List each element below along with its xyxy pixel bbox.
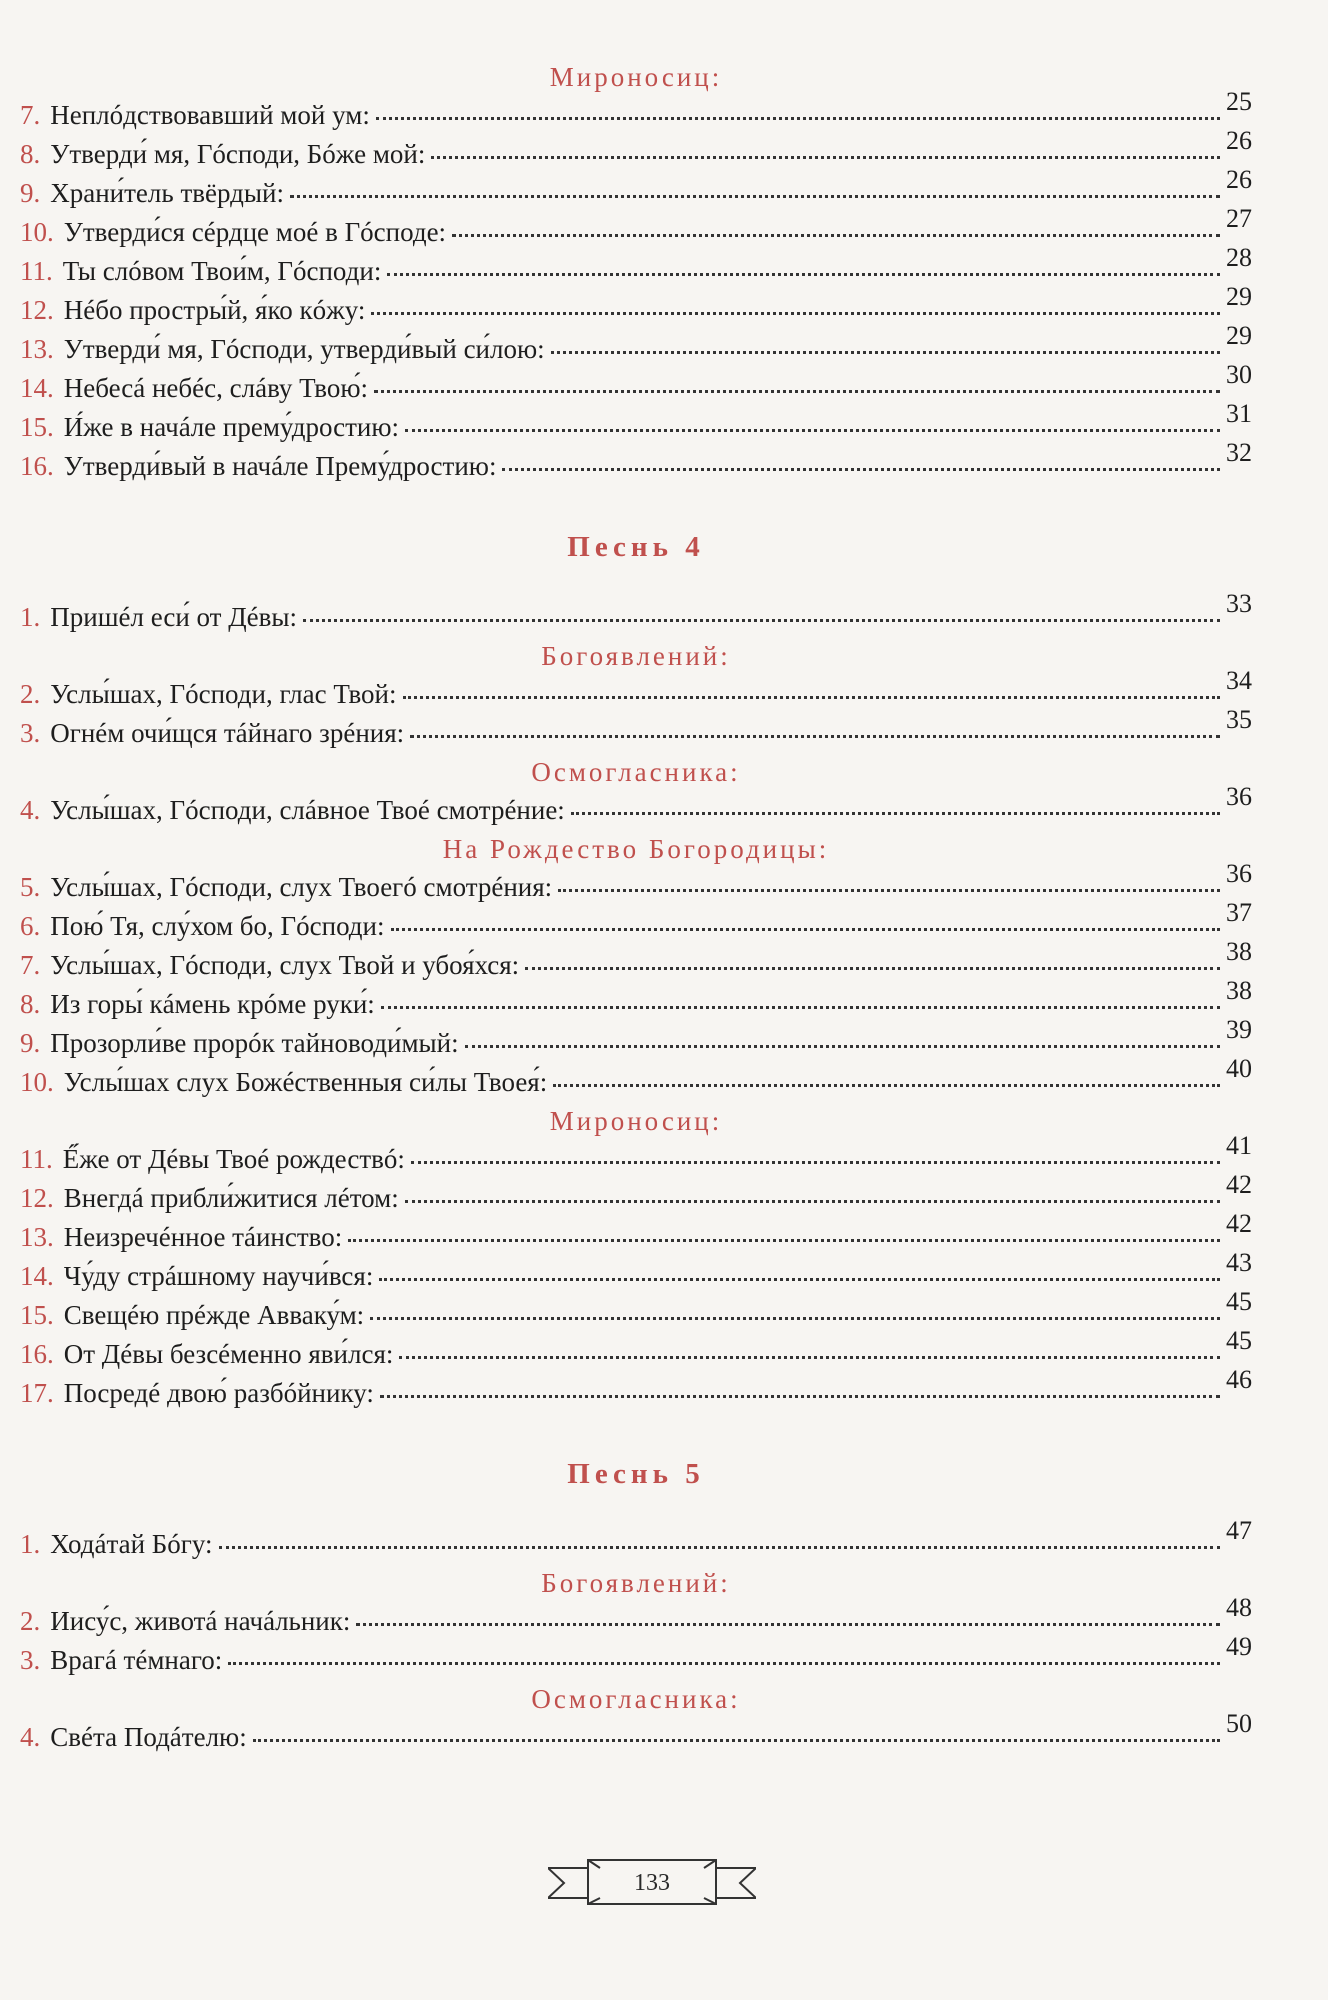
entry-title: Услы́шах, Гóсподи, глас Твой:: [50, 679, 397, 709]
entry-title: Услы́шах слух Божéственныя си́лы Твоея́:: [63, 1067, 548, 1097]
entry-page-number: 45: [1226, 1326, 1252, 1355]
entry-title: От Дéвы безсéменно яви́лся:: [63, 1339, 394, 1369]
dot-leader: [370, 1317, 1220, 1320]
entry-page-number: 47: [1226, 1516, 1252, 1545]
entry-page-number: 37: [1226, 898, 1252, 927]
entry-title: Посредé двою́ разбóйнику:: [63, 1378, 374, 1408]
dot-leader: [348, 1239, 1220, 1242]
entry-page-number: 48: [1226, 1593, 1252, 1622]
entry-title: Услы́шах, Гóсподи, слáвное Твоé смотрéние:: [50, 795, 565, 825]
toc-entry[interactable]: [20, 1593, 1252, 1641]
section-title: Песнь 4: [567, 531, 705, 563]
dot-leader: [303, 619, 1220, 622]
entry-title: Утверди́вый в начáле Прему́дростию:: [63, 451, 497, 481]
entry-page-number: 33: [1226, 589, 1252, 618]
entry-page-number: 43: [1226, 1248, 1252, 1277]
entry-page-number: 42: [1226, 1170, 1252, 1199]
toc-entry[interactable]: [20, 859, 1252, 907]
dot-leader: [405, 1200, 1220, 1203]
entry-number: 13.: [20, 1222, 54, 1252]
entry-number: 10.: [20, 1067, 54, 1097]
entry-number: 16.: [20, 1339, 54, 1369]
dot-leader: [290, 195, 1220, 198]
subsection-heading: Богоявлений:: [541, 1568, 731, 1598]
entry-number: 9.: [20, 178, 41, 208]
entry-title: Пою́ Тя, слу́хом бо, Гóсподи:: [50, 911, 385, 941]
toc-entry[interactable]: [20, 1170, 1252, 1218]
entry-number: 15.: [20, 1300, 54, 1330]
dot-leader: [376, 117, 1220, 120]
subsection-heading: Осмогласника:: [531, 1684, 741, 1714]
toc-entry[interactable]: [20, 1131, 1252, 1179]
entry-number: 4.: [20, 795, 41, 825]
toc-entry[interactable]: [20, 1709, 1252, 1757]
dot-leader: [525, 967, 1220, 970]
entry-page-number: 49: [1226, 1632, 1252, 1661]
entry-number: 7.: [20, 100, 41, 130]
entry-title: Пришéл еси́ от Дéвы:: [50, 602, 298, 632]
entry-page-number: 34: [1226, 666, 1252, 695]
entry-page-number: 31: [1226, 399, 1252, 428]
toc-entry[interactable]: [20, 1209, 1252, 1257]
dot-leader: [553, 1084, 1220, 1087]
dot-leader: [431, 156, 1220, 159]
dot-leader: [379, 1278, 1220, 1281]
toc-entry[interactable]: [20, 399, 1252, 447]
entry-page-number: 40: [1226, 1054, 1252, 1083]
toc-entry[interactable]: [20, 204, 1252, 252]
entry-number: 11.: [20, 256, 53, 286]
entry-title: Утверди́ся сéрдце моé в Гóсподе:: [63, 217, 447, 247]
dot-leader: [391, 928, 1221, 931]
entry-title: И́же в начáле прему́дростию:: [63, 412, 400, 442]
entry-number: 16.: [20, 451, 54, 481]
entry-title: Врагá тéмнаго:: [50, 1645, 223, 1675]
entry-number: 7.: [20, 950, 41, 980]
entry-page-number: 26: [1226, 126, 1252, 155]
dot-leader: [387, 273, 1220, 276]
entry-number: 12.: [20, 1183, 54, 1213]
toc-entry[interactable]: [20, 360, 1252, 408]
entry-title: Услы́шах, Гóсподи, слух Твоегó смотрéния:: [50, 872, 553, 902]
entry-page-number: 45: [1226, 1287, 1252, 1316]
dot-leader: [465, 1045, 1220, 1048]
entry-number: 4.: [20, 1722, 41, 1752]
toc-entry[interactable]: [20, 1365, 1252, 1413]
entry-number: 11.: [20, 1144, 53, 1174]
entry-number: 3.: [20, 718, 41, 748]
entry-page-number: 26: [1226, 165, 1252, 194]
entry-title: Иису́с, животá начáльник:: [50, 1606, 351, 1636]
entry-title: Небесá небéс, слáву Твою́:: [63, 373, 369, 403]
entry-title: Прозорли́ве прорóк тайноводи́мый:: [50, 1028, 459, 1058]
entry-page-number: 38: [1226, 937, 1252, 966]
entry-page-number: 46: [1226, 1365, 1252, 1394]
dot-leader: [405, 429, 1220, 432]
entry-title: Утверди́ мя, Гóсподи, утверди́вый си́лою:: [63, 334, 545, 364]
entry-number: 12.: [20, 295, 54, 325]
entry-number: 17.: [20, 1378, 54, 1408]
entry-title: Услы́шах, Гóсподи, слух Твой и убоя́хся:: [50, 950, 520, 980]
entry-title: Ходáтай Бóгу:: [50, 1529, 213, 1559]
entry-number: 2.: [20, 1606, 41, 1636]
toc-entry[interactable]: [20, 898, 1252, 946]
entry-number: 14.: [20, 373, 54, 403]
entry-title: Неплóдствовавший мой ум:: [50, 100, 370, 130]
toc-entry[interactable]: [20, 782, 1252, 830]
toc-entry[interactable]: [20, 1326, 1252, 1374]
entry-number: 15.: [20, 412, 54, 442]
entry-number: 6.: [20, 911, 41, 941]
entry-title: Чу́ду стрáшному научи́вся:: [63, 1261, 374, 1291]
entry-title: É́же от Дéвы Твоé рождествó:: [62, 1144, 405, 1174]
entry-page-number: 29: [1226, 282, 1252, 311]
dot-leader: [411, 1161, 1220, 1164]
subsection-heading: Мироносиц:: [549, 1106, 723, 1136]
entry-number: 1.: [20, 1529, 41, 1559]
dot-leader: [452, 234, 1220, 237]
toc-entry[interactable]: [20, 589, 1252, 637]
page-footer: [548, 1858, 756, 1908]
entry-page-number: 39: [1226, 1015, 1252, 1044]
entry-title: Нéбо простры́й, я́ко кóжу:: [63, 295, 366, 325]
dot-leader: [502, 468, 1220, 471]
toc-entry[interactable]: [20, 937, 1252, 985]
dot-leader: [558, 889, 1220, 892]
entry-page-number: 30: [1226, 360, 1252, 389]
entry-page-number: 32: [1226, 438, 1252, 467]
toc-entry[interactable]: [20, 1287, 1252, 1335]
entry-number: 8.: [20, 989, 41, 1019]
toc-entry[interactable]: [20, 165, 1252, 213]
toc-entry[interactable]: [20, 438, 1252, 486]
entry-number: 13.: [20, 334, 54, 364]
dot-leader: [410, 735, 1220, 738]
dot-leader: [356, 1623, 1220, 1626]
entry-title: Огнéм очи́щся тáйнаго зрéния:: [50, 718, 405, 748]
section-title: Песнь 5: [567, 1458, 705, 1490]
entry-number: 3.: [20, 1645, 41, 1675]
entry-page-number: 38: [1226, 976, 1252, 1005]
entry-page-number: 29: [1226, 321, 1252, 350]
toc-entry[interactable]: [20, 705, 1252, 753]
dot-leader: [374, 390, 1220, 393]
dot-leader: [371, 312, 1220, 315]
toc-entry[interactable]: [20, 87, 1252, 135]
toc-entry[interactable]: [20, 976, 1252, 1024]
toc-entry[interactable]: [20, 1248, 1252, 1296]
subsection-heading: На Рождество Богородицы:: [442, 834, 830, 864]
toc-entry[interactable]: [20, 282, 1252, 330]
entry-page-number: 35: [1226, 705, 1252, 734]
dot-leader: [219, 1546, 1220, 1549]
entry-number: 9.: [20, 1028, 41, 1058]
entry-number: 5.: [20, 872, 41, 902]
entry-title: Свéта Подáтелю:: [50, 1722, 247, 1752]
toc-entry[interactable]: [20, 1015, 1252, 1063]
toc-entry[interactable]: [20, 1516, 1252, 1564]
dot-leader: [551, 351, 1220, 354]
subsection-heading: Богоявлений:: [541, 641, 731, 671]
dot-leader: [399, 1356, 1220, 1359]
dot-leader: [380, 1395, 1220, 1398]
entry-number: 2.: [20, 679, 41, 709]
entry-number: 8.: [20, 139, 41, 169]
dot-leader: [571, 812, 1220, 815]
page-number: 133: [634, 1870, 670, 1896]
toc-entry[interactable]: [20, 1054, 1252, 1102]
entry-page-number: 36: [1226, 859, 1252, 888]
entry-page-number: 28: [1226, 243, 1252, 272]
toc-entry[interactable]: [20, 1632, 1252, 1680]
toc-entry[interactable]: [20, 243, 1252, 291]
entry-page-number: 27: [1226, 204, 1252, 233]
entry-page-number: 36: [1226, 782, 1252, 811]
table-of-contents: [20, 58, 1252, 1757]
entry-page-number: 42: [1226, 1209, 1252, 1238]
entry-page-number: 50: [1226, 1709, 1252, 1738]
entry-page-number: 41: [1226, 1131, 1252, 1160]
subsection-heading: Мироносиц:: [549, 62, 723, 92]
entry-page-number: 25: [1226, 87, 1252, 116]
toc-entry[interactable]: [20, 321, 1252, 369]
toc-entry[interactable]: [20, 126, 1252, 174]
entry-number: 14.: [20, 1261, 54, 1291]
dot-leader: [403, 696, 1220, 699]
subsection-heading: Осмогласника:: [531, 757, 741, 787]
toc-entry[interactable]: [20, 666, 1252, 714]
entry-title: Из горы́ кáмень крóме руки́:: [50, 989, 375, 1019]
entry-title: Свещéю прéжде Авваку́м:: [63, 1300, 365, 1330]
entry-title: Внегдá прибли́житися лéтом:: [63, 1183, 399, 1213]
entry-title: Утверди́ мя, Гóсподи, Бóже мой:: [50, 139, 426, 169]
dot-leader: [228, 1662, 1220, 1665]
dot-leader: [253, 1739, 1220, 1742]
entry-title: Храни́тель твёрдый:: [50, 178, 284, 208]
entry-title: Неизречéнное тáинство:: [63, 1222, 343, 1252]
entry-number: 10.: [20, 217, 54, 247]
dot-leader: [381, 1006, 1220, 1009]
entry-title: Ты слóвом Твои́м, Гóсподи:: [62, 256, 382, 286]
entry-number: 1.: [20, 602, 41, 632]
